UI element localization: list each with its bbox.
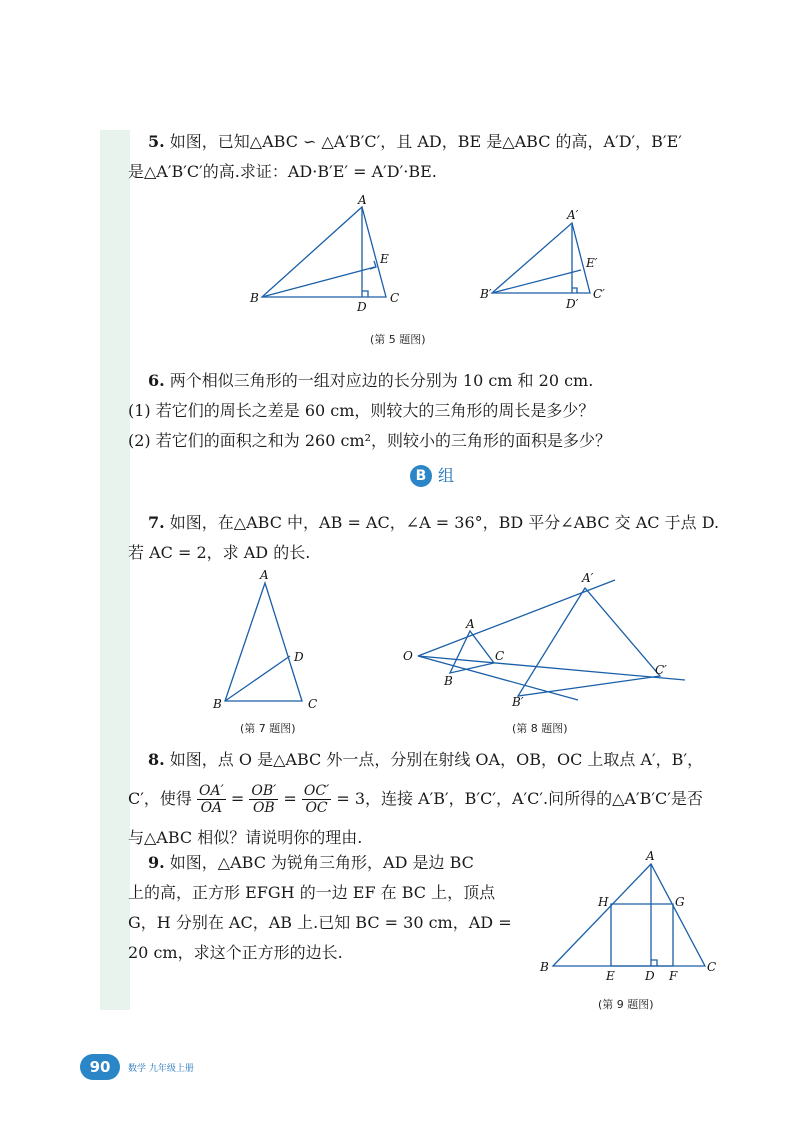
label-g: G — [675, 895, 685, 909]
caption-5: (第 5 题图) — [370, 333, 426, 346]
label-d: D — [645, 969, 655, 983]
label-b2: B′ — [480, 287, 492, 301]
triangle-a2b2c2 — [492, 223, 590, 293]
label-c: C — [707, 960, 717, 974]
label-h: H — [598, 895, 609, 909]
problem-8-line1: 8. 如图，点 O 是△ABC 外一点，分别在射线 OA，OB，OC 上取点 A′，B′， — [148, 750, 704, 769]
problem-9-line1: 9. 如图，△ABC 为锐角三角形，AD 是边 BC — [148, 853, 474, 872]
page-number: 90 — [80, 1054, 120, 1080]
ray-oc — [418, 656, 685, 680]
fraction-oc: $\frac{OC'}{OC}$ — [303, 783, 330, 816]
caption-8: (第 8 题图) — [512, 722, 568, 735]
problem-7-line1: 7. 如图，在△ABC 中，AB = AC，∠A = 36°，BD 平分∠ABC 交 AC 于点 D. — [148, 513, 720, 532]
label-d: D — [294, 650, 304, 664]
figure-5-left — [250, 195, 410, 315]
problem-5-line1: 5. 如图，已知△ABC ∽ △A′B′C′，且 AD，BE 是△ABC 的高，A′D′，B′E′ — [148, 132, 682, 151]
label-c: C — [390, 291, 400, 305]
triangle-a2b2c2-8 — [518, 588, 660, 696]
problem-7 — [128, 508, 720, 568]
bisector-bd — [225, 656, 290, 701]
group-b-label: 组 — [438, 466, 455, 485]
label-a: A — [358, 193, 367, 207]
problem-8-line2: C′，使得 $\frac{OA'}{OA}$ = $\frac{OB'}{OB}$ = $\frac{OC'}{OC}$ = 3，连接 A′B′，B′C′，A′C′.问所得的△A′B′C′是否 — [128, 783, 703, 816]
label-e2: E′ — [586, 256, 598, 270]
label-o: O — [403, 649, 413, 663]
triangle-abc — [262, 207, 386, 297]
problem-6-line3: (2) 若它们的面积之和为 260 cm²，则较小的三角形的面积是多少？ — [128, 431, 612, 450]
problem-6-line2: (1) 若它们的周长之差是 60 cm，则较大的三角形的周长是多少？ — [128, 401, 595, 420]
fraction-oa: $\frac{OA'}{OA}$ — [198, 783, 224, 816]
caption-7: (第 7 题图) — [240, 722, 296, 735]
fraction-ob: $\frac{OB'}{OB}$ — [251, 783, 277, 816]
label-b: B — [540, 960, 549, 974]
label-a: A — [466, 617, 475, 631]
figure-5-right — [480, 205, 620, 315]
label-b: B — [213, 697, 222, 711]
ray-oa — [418, 580, 615, 656]
margin-stripe — [100, 130, 130, 1010]
label-a: A — [646, 849, 655, 863]
label-e: E — [606, 969, 615, 983]
right-angle-d2 — [572, 288, 577, 293]
triangle-abc-9 — [553, 864, 705, 966]
problem-6 — [128, 366, 688, 456]
label-d: D — [357, 300, 367, 314]
label-c: C — [308, 697, 318, 711]
label-e: E — [380, 252, 389, 266]
label-a2: A′ — [567, 208, 579, 222]
book-title: 数学 九年级上册 — [128, 1064, 194, 1074]
problem-6-line1: 6. 两个相似三角形的一组对应边的长分别为 10 cm 和 20 cm. — [148, 371, 594, 390]
label-c2: C′ — [593, 287, 605, 301]
label-a2: A′ — [582, 571, 594, 585]
figure-9 — [535, 850, 725, 985]
square-efgh — [611, 904, 673, 966]
label-c: C — [495, 649, 505, 663]
problem-9-line2: 上的高，正方形 EFGH 的一边 EF 在 BC 上，顶点 — [128, 883, 496, 902]
label-b2: B′ — [512, 695, 524, 709]
label-f: F — [669, 969, 678, 983]
triangle-abc-7 — [225, 583, 302, 701]
problem-9 — [128, 848, 528, 968]
caption-9: (第 9 题图) — [598, 998, 654, 1011]
figure-7 — [210, 568, 330, 713]
figure-8 — [400, 568, 690, 709]
right-angle-d — [651, 960, 657, 966]
problem-7-line2: 若 AC = 2，求 AD 的长. — [128, 543, 311, 562]
label-b: B — [250, 291, 259, 305]
problem-9-line4: 20 cm，求这个正方形的边长. — [128, 943, 343, 962]
problem-5 — [128, 127, 688, 187]
problem-8-line3: 与△ABC 相似？请说明你的理由. — [128, 828, 363, 847]
label-d2: D′ — [566, 297, 579, 311]
label-c2: C′ — [655, 663, 667, 677]
group-b-badge: B — [410, 465, 432, 487]
label-b: B — [444, 674, 453, 688]
label-a: A — [260, 568, 269, 582]
problem-8 — [128, 745, 704, 853]
right-angle-d — [362, 291, 368, 297]
problem-5-line2: 是△A′B′C′的高.求证：AD·B′E′ = A′D′·BE. — [128, 162, 437, 181]
problem-9-line3: G，H 分别在 AC，AB 上.已知 BC = 30 cm，AD = — [128, 913, 512, 932]
